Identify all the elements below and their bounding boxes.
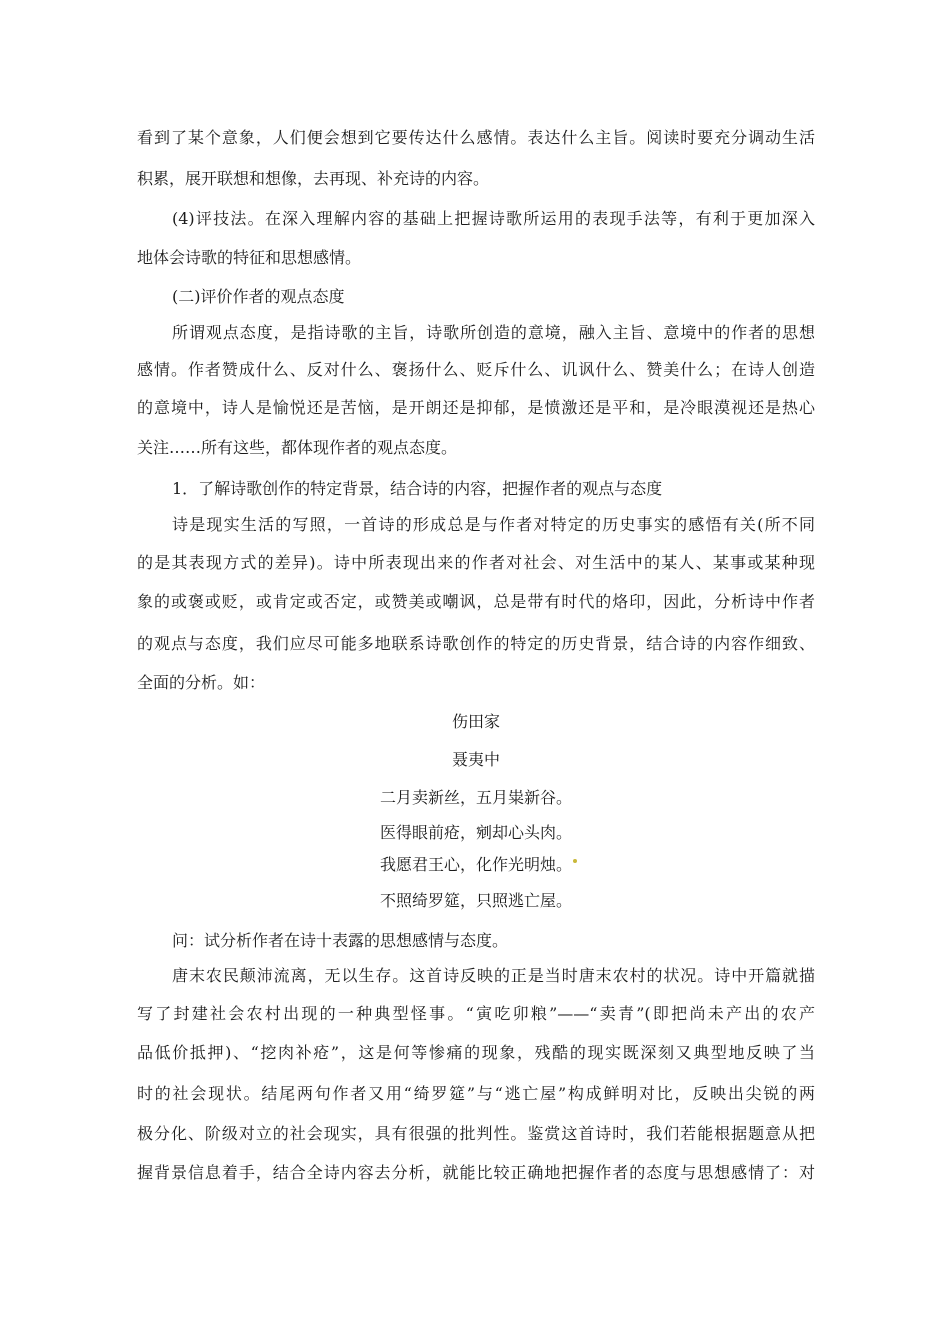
paragraph-line: 唐末农民颠沛流离，无以生存。这首诗反映的正是当时唐末农村的状况。诗中开篇就描 [172, 966, 815, 985]
paragraph-line: 积累，展开联想和想像，去再现、补充诗的内容。 [137, 169, 490, 188]
poem-line: 医得眼前疮，剜却心头肉。 [379, 823, 572, 842]
paragraph-line: 极分化、阶级对立的社会现实，具有很强的批判性。鉴赏这首诗时，我们若能根据题意从把 [137, 1124, 815, 1143]
paragraph-line: 感情。作者赞成什么、反对什么、褒扬什么、贬斥什么、讥讽什么、赞美什么；在诗人创造 [137, 360, 815, 379]
stray-dot-mark [573, 859, 577, 863]
paragraph-line: 地体会诗歌的特征和思想感情。 [137, 248, 362, 267]
poem-line: 不照绮罗筵，只照逃亡屋。 [379, 891, 572, 910]
paragraph-line: 所谓观点态度，是指诗歌的主旨，诗歌所创造的意境，融入主旨、意境中的作者的思想 [172, 323, 815, 342]
paragraph-line: 的观点与态度，我们应尽可能多地联系诗歌创作的特定的历史背景，结合诗的内容作细致、 [137, 634, 815, 653]
paragraph-line: 象的或褒或贬，或肯定或否定，或赞美或嘲讽，总是带有时代的烙印，因此，分析诗中作者 [137, 592, 815, 611]
poem-author: 聂夷中 [451, 750, 500, 769]
paragraph-line: 全面的分析。如： [137, 673, 266, 692]
question-line: 问：试分析作者在诗十表露的思想感情与态度。 [172, 931, 509, 950]
paragraph-line: 握背景信息着手，结合全诗内容去分析，就能比较正确地把握作者的态度与思想感情了：对 [137, 1163, 815, 1182]
paragraph-line: 品低价抵押)、“挖肉补疮”，这是何等惨痛的现象，残酷的现实既深刻又典型地反映了当 [137, 1043, 815, 1062]
poem-line: 我愿君王心，化作光明烛。 [379, 855, 572, 874]
paragraph-line: 的是其表现方式的差异)。诗中所表现出来的作者对社会、对生活中的某人、某事或某种现 [137, 553, 815, 572]
paragraph-line: 的意境中，诗人是愉悦还是苦恼，是开朗还是抑郁，是愤激还是平和，是冷眼漠视还是热心 [137, 398, 815, 417]
paragraph-line: 写了封建社会农村出现的一种典型怪事。“寅吃卯粮”——“卖青”(即把尚未产出的农产 [137, 1004, 815, 1023]
paragraph-line: 关注……所有这些，都体现作者的观点态度。 [137, 438, 458, 457]
paragraph-line: 时的社会现状。结尾两句作者又用“绮罗筵”与“逃亡屋”构成鲜明对比，反映出尖锐的两 [137, 1084, 815, 1103]
poem-line: 二月卖新丝，五月粜新谷。 [379, 788, 572, 807]
subsection-heading: 1．了解诗歌创作的特定背景，结合诗的内容，把握作者的观点与态度 [172, 479, 663, 498]
section-heading: (二)评价作者的观点态度 [172, 287, 345, 306]
paragraph-line: 诗是现实生活的写照，一首诗的形成总是与作者对特定的历史事实的感悟有关(所不同 [172, 515, 815, 534]
paragraph-line: 看到了某个意象，人们便会想到它要传达什么感情。表达什么主旨。阅读时要充分调动生活 [137, 128, 815, 147]
paragraph-line: (4)评技法。在深入理解内容的基础上把握诗歌所运用的表现手法等，有利于更加深入 [172, 209, 815, 228]
poem-title: 伤田家 [451, 712, 500, 731]
